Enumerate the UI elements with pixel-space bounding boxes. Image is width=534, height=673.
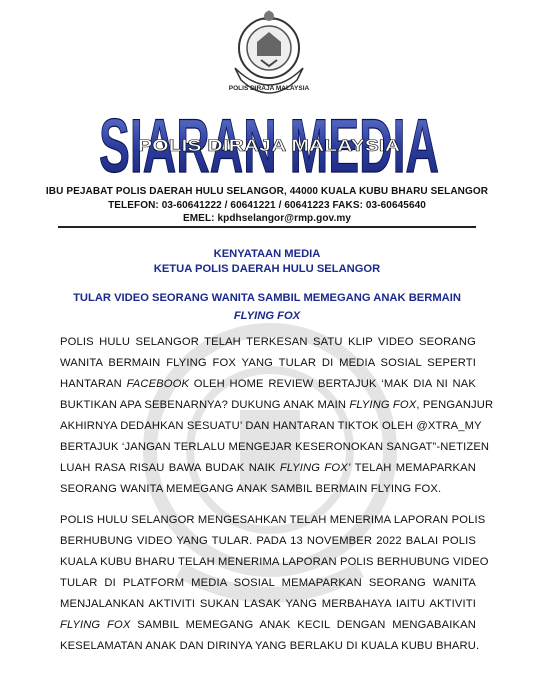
paragraph1-line: AKHIRNYA DEDAHKAN SESUATU’ DAN HANTARAN TIKTOK OLEH @XTRA_MY	[60, 420, 482, 432]
paragraph1-line: SEORANG WANITA MEMEGANG ANAK SAMBIL BERMAIN FLYING FOX.	[60, 483, 442, 495]
paragraph2-line: MENJALANKAN AKTIVITI SUKAN LASAK YANG MERBAHAYA IAITU AKTIVITI	[60, 598, 476, 610]
paragraph2-line: POLIS HULU SELANGOR MENGESAHKAN TELAH MENERIMA LAPORAN POLIS	[60, 514, 486, 526]
siaran-media-banner	[96, 108, 442, 182]
statement-title: KENYATAAN MEDIA	[213, 248, 321, 260]
paragraph2-line: BERHUBUNG VIDEO YANG TULAR. PADA 13 NOVEMBER 2022 BALAI POLIS	[60, 535, 476, 547]
header-address: IBU PEJABAT POLIS DAERAH HULU SELANGOR, 44000 KUALA KUBU BHARU SELANGOR	[45, 186, 489, 197]
police-crest-icon	[227, 6, 311, 106]
header-email: EMEL: kpdhselangor@rmp.gov.my	[182, 213, 352, 224]
paragraph1-line: LUAH RASA RISAU BAWA BUDAK NAIK FLYING FOX’ TELAH MEMAPARKAN	[60, 462, 476, 474]
paragraph2-line: KUALA KUBU BHARU TELAH MENERIMA LAPORAN POLIS BERHUBUNG VIDEO	[60, 556, 489, 568]
police-crest-watermark	[120, 300, 420, 620]
banner-subtitle: POLIS DIRAJA MALAYSIA	[138, 136, 400, 155]
paragraph1-line: BUKTIKAN APA SEBENARNYA? DUKUNG ANAK MAIN FLYING FOX, PENGANJUR	[60, 399, 494, 411]
paragraph1-line: BERTAJUK ‘JANGAN TERLALU MENGEJAR KESERONOKAN SANGAT”-NETIZEN	[60, 441, 490, 453]
paragraph1-line: HANTARAN FACEBOOK OLEH HOME REVIEW BERTAJUK ‘MAK DIA NI NAK	[60, 378, 476, 390]
header-divider	[58, 226, 476, 228]
paragraph2-line: KESELAMATAN ANAK DAN DIRINYA YANG BERLAKU DI KUALA KUBU BHARU.	[60, 640, 480, 652]
paragraph1-line: WANITA BERMAIN FLYING FOX YANG TULAR DI MEDIA SOSIAL SEPERTI	[60, 357, 476, 369]
subject-line-2: FLYING FOX	[233, 310, 301, 322]
paragraph1-line: POLIS HULU SELANGOR TELAH TERKESAN SATU KLIP VIDEO SEORANG	[60, 336, 476, 348]
subject-line-1: TULAR VIDEO SEORANG WANITA SAMBIL MEMEGANG ANAK BERMAIN	[73, 292, 461, 304]
crest-motto: POLIS DIRAJA MALAYSIA	[228, 85, 310, 92]
header-phone: TELEFON: 03-60641222 / 60641221 / 60641223 FAKS: 03-60645640	[108, 200, 426, 211]
banner-title: SIARAN MEDIA	[99, 108, 439, 182]
paragraph2-line: TULAR DI PLATFORM MEDIA SOSIAL MEMAPARKAN SEORANG WANITA	[60, 577, 476, 589]
paragraph2-line: FLYING FOX SAMBIL MEMEGANG ANAK KECIL DENGAN MENGABAIKAN	[60, 619, 476, 631]
statement-subtitle: KETUA POLIS DAERAH HULU SELANGOR	[153, 263, 381, 275]
